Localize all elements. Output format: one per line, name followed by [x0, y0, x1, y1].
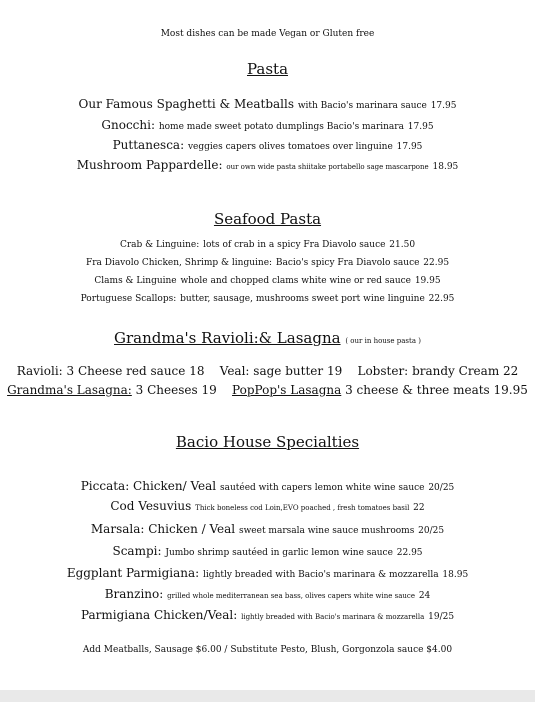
- item-price: 21.50: [389, 240, 416, 250]
- menu-item: [0, 290, 535, 306]
- menu-item: [0, 97, 535, 113]
- add-ons-note: Add Meatballs, Sausage $6.00 / Substitute Pesto, Blush, Gorgonzola sauce $4.00: [82, 645, 453, 655]
- item-name: Puttanesca:: [112, 138, 185, 152]
- item-name: PopPop's Lasagna: [232, 383, 342, 397]
- item-desc: sweet marsala wine sauce mushrooms: [238, 526, 415, 536]
- item-name: Marsala: Chicken / Veal: [90, 522, 236, 536]
- item-price: 18.95: [432, 162, 459, 172]
- item-desc: Bacio's spicy Fra Diavolo sauce: [275, 258, 420, 268]
- menu-item: [0, 608, 535, 624]
- item-desc: whole and chopped clams white wine or red sauce: [180, 276, 411, 286]
- ravioli-heading-row: [0, 329, 535, 350]
- item-desc: lots of crab in a spicy Fra Diavolo sauce: [203, 240, 386, 250]
- item-name: Veal:: [219, 364, 250, 378]
- item-price: 18.95: [442, 570, 469, 580]
- item-price: 20/25: [418, 526, 445, 536]
- item-price: 17.95: [396, 142, 423, 152]
- item-name: Lobster:: [357, 364, 409, 378]
- menu-item: [0, 522, 535, 538]
- item-name: Eggplant Parmigiana:: [66, 566, 200, 580]
- item-desc: grilled whole mediterranean sea bass, olives capers white wine sauce: [167, 592, 415, 600]
- item-name: Ravioli:: [16, 364, 63, 378]
- item-price: 17.95: [407, 122, 434, 132]
- item-price: 18: [189, 364, 205, 378]
- item-price: 24: [418, 591, 431, 601]
- menu-item: [0, 499, 535, 515]
- item-desc: Jumbo shrimp sautéed in garlic lemon wine sauce: [165, 548, 393, 558]
- menu-item: [0, 254, 535, 270]
- item-price: 17.95: [430, 101, 457, 111]
- menu-item: [0, 118, 535, 134]
- menu-item: [0, 158, 535, 174]
- item-desc: veggies capers olives tomatoes over linguine: [187, 142, 393, 152]
- seafood-heading: Seafood Pasta: [213, 210, 322, 228]
- item-name: Our Famous Spaghetti & Meatballs: [78, 97, 294, 111]
- page-bottom-edge: [0, 690, 535, 702]
- item-desc: Thick boneless cod Loin,EVO poached , fresh tomatoes basil: [195, 504, 410, 512]
- item-name: Parmigiana Chicken/Veal:: [80, 608, 238, 622]
- item-name: Cod Vesuvius: [110, 499, 192, 513]
- ravioli-row-2: [0, 383, 535, 397]
- item-price: 19.95: [493, 383, 528, 397]
- item-price: 22: [413, 503, 425, 513]
- item-name: Branzino:: [104, 587, 164, 601]
- item-name: Fra Diavolo Chicken, Shrimp & linguine:: [85, 258, 273, 268]
- item-name: Gnocchi:: [101, 118, 156, 132]
- item-price: 20/25: [428, 483, 455, 493]
- item-name: Mushroom Pappardelle:: [76, 158, 223, 172]
- menu-item: [0, 236, 535, 252]
- menu-item: [0, 544, 535, 560]
- item-desc: with Bacio's marinara sauce: [297, 101, 427, 111]
- ravioli-note: ( our in house pasta ): [345, 337, 421, 345]
- item-desc: 3 Cheeses: [135, 383, 198, 397]
- item-desc: 3 Cheese red sauce: [66, 364, 186, 378]
- menu-item: [0, 272, 535, 288]
- item-price: 22.95: [396, 548, 423, 558]
- ravioli-row-1: [0, 364, 535, 378]
- item-desc: 3 cheese & three meats: [345, 383, 490, 397]
- item-desc: home made sweet potato dumplings Bacio's marinara: [158, 122, 404, 132]
- dietary-note: Most dishes can be made Vegan or Gluten free: [160, 29, 375, 39]
- item-price: 19.95: [414, 276, 441, 286]
- item-name: Crab & Linguine:: [119, 240, 200, 250]
- menu-item: [0, 587, 535, 603]
- ravioli-heading: Grandma's Ravioli:& Lasagna: [114, 329, 341, 347]
- item-desc: our own wide pasta shiitake portabello sage mascarpone: [226, 163, 429, 171]
- item-name: Portuguese Scallops:: [80, 294, 177, 304]
- menu-item: [0, 566, 535, 582]
- menu-item: [0, 138, 535, 154]
- item-name: Clams & Linguine: [94, 276, 177, 286]
- pasta-heading: Pasta: [246, 60, 289, 78]
- item-desc: brandy Cream: [412, 364, 500, 378]
- menu-item: [0, 479, 535, 495]
- item-price: 22: [503, 364, 519, 378]
- item-desc: sage butter: [253, 364, 324, 378]
- item-name: Grandma's Lasagna:: [7, 383, 132, 397]
- item-desc: butter, sausage, mushrooms sweet port wine linguine: [180, 294, 425, 304]
- item-price: 22.95: [428, 294, 455, 304]
- item-name: Scampi:: [112, 544, 162, 558]
- item-desc: lightly breaded with Bacio's marinara & mozzarella: [241, 613, 425, 621]
- item-price: 19/25: [428, 612, 455, 622]
- item-desc: lightly breaded with Bacio's marinara & mozzarella: [203, 570, 439, 580]
- specialties-heading: Bacio House Specialties: [175, 433, 360, 451]
- item-desc: sautéed with capers lemon white wine sauce: [219, 483, 425, 493]
- item-price: 19: [201, 383, 217, 397]
- item-name: Piccata: Chicken/ Veal: [80, 479, 217, 493]
- item-price: 19: [326, 364, 343, 378]
- item-price: 22.95: [423, 258, 450, 268]
